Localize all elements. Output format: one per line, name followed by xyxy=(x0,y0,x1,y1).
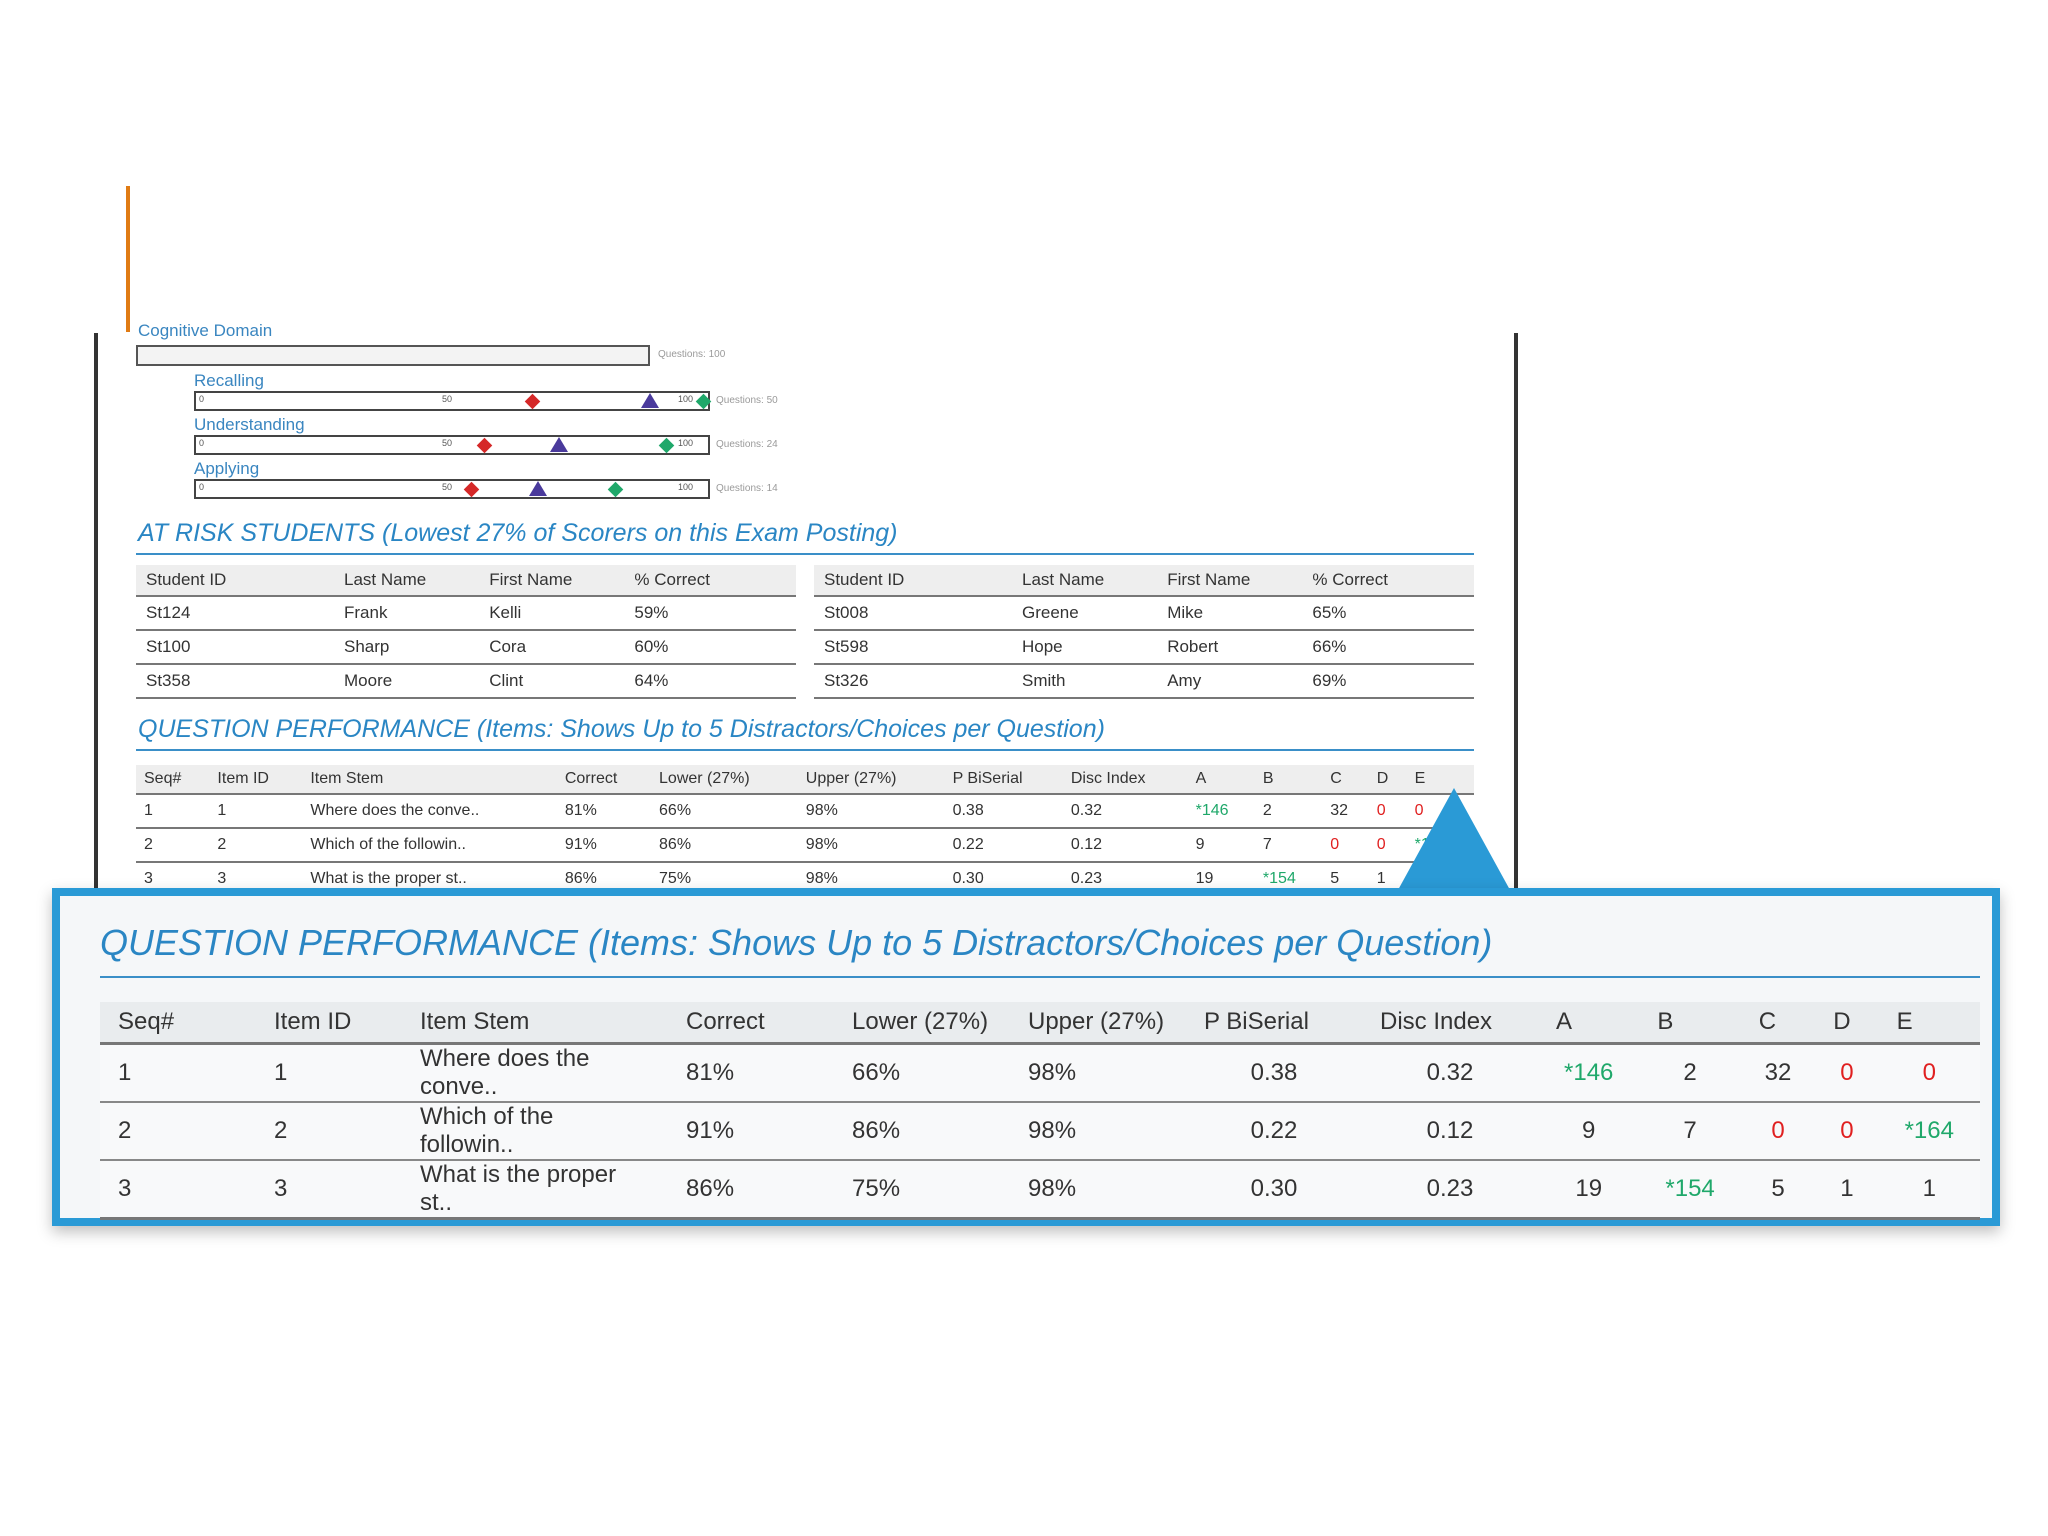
header-item-stem: Item Stem xyxy=(402,1002,668,1044)
table-row xyxy=(136,794,1474,828)
at-risk-title: AT RISK STUDENTS (Lowest 27% of Scorers on this Exam Posting) xyxy=(138,519,898,547)
percent-correct: 59% xyxy=(624,596,796,630)
table-row xyxy=(136,664,796,698)
choice-d: 0 xyxy=(1815,1044,1878,1103)
lower: 75% xyxy=(651,862,798,895)
upper: 98% xyxy=(1010,1160,1186,1219)
choice-e: *164 xyxy=(1407,828,1474,862)
choice-e: 0 xyxy=(1407,794,1474,828)
choice-e: 1 xyxy=(1407,862,1474,895)
table-row xyxy=(136,828,1474,862)
choice-c: 0 xyxy=(1741,1102,1815,1160)
upper-marker xyxy=(696,394,712,410)
table-row xyxy=(136,596,796,630)
header-d: D xyxy=(1815,1002,1878,1044)
header-b: B xyxy=(1639,1002,1740,1044)
item-stem: What is the proper st.. xyxy=(402,1160,668,1219)
header-a: A xyxy=(1538,1002,1639,1044)
header-student-id: Student ID xyxy=(136,565,334,596)
pbiserial: 0.30 xyxy=(945,862,1063,895)
seq: 2 xyxy=(100,1102,256,1160)
header-e: E xyxy=(1879,1002,1980,1044)
header-seq: Seq# xyxy=(100,1002,256,1044)
lower: 86% xyxy=(834,1102,1010,1160)
upper: 98% xyxy=(798,828,945,862)
header-lower: Lower (27%) xyxy=(834,1002,1010,1044)
level-label-recalling: Recalling xyxy=(194,371,264,390)
report-page xyxy=(94,321,1518,893)
lower: 86% xyxy=(651,828,798,862)
cognitive-domain-label: Cognitive Domain xyxy=(138,321,273,340)
mean-marker xyxy=(641,393,659,408)
tick-min: 0 xyxy=(199,438,205,448)
recalling-questions: Questions: 50 xyxy=(716,395,778,406)
header-last-name: Last Name xyxy=(1012,565,1157,596)
percent-correct: 60% xyxy=(624,630,796,664)
choice-b: *154 xyxy=(1255,862,1322,895)
choice-b: 7 xyxy=(1639,1102,1740,1160)
table-row xyxy=(100,1044,1980,1103)
tick-mid: 50 xyxy=(442,482,453,492)
choice-d: 0 xyxy=(1815,1102,1878,1160)
lower-marker xyxy=(477,438,493,454)
choice-c: 5 xyxy=(1322,862,1368,895)
tick-mid: 50 xyxy=(442,438,453,448)
seq: 1 xyxy=(136,794,209,828)
first-name: Amy xyxy=(1157,664,1302,698)
disc-index: 0.32 xyxy=(1362,1044,1538,1103)
question-performance-title-small: QUESTION PERFORMANCE (Items: Shows Up to 5 Distractors/Choices per Question) xyxy=(138,715,1105,743)
choice-d: 0 xyxy=(1369,828,1407,862)
upper: 98% xyxy=(798,862,945,895)
header-student-id: Student ID xyxy=(814,565,1012,596)
item-id: 3 xyxy=(256,1160,402,1219)
choice-a: *146 xyxy=(1188,794,1255,828)
choice-d: 0 xyxy=(1369,794,1407,828)
lower-marker xyxy=(525,394,541,410)
header-item-id: Item ID xyxy=(209,765,302,794)
seq: 1 xyxy=(100,1044,256,1103)
last-name: Hope xyxy=(1012,630,1157,664)
percent-correct: 69% xyxy=(1302,664,1474,698)
header-seq: Seq# xyxy=(136,765,209,794)
header-item-id: Item ID xyxy=(256,1002,402,1044)
first-name: Kelli xyxy=(479,596,624,630)
header-first-name: First Name xyxy=(479,565,624,596)
student-id: St326 xyxy=(814,664,1012,698)
table-row xyxy=(814,664,1474,698)
student-id: St008 xyxy=(814,596,1012,630)
item-id: 2 xyxy=(209,828,302,862)
percent-correct: 65% xyxy=(1302,596,1474,630)
choice-a: 9 xyxy=(1538,1102,1639,1160)
choice-a: *146 xyxy=(1538,1044,1639,1103)
first-name: Mike xyxy=(1157,596,1302,630)
lower: 66% xyxy=(834,1044,1010,1103)
header-disc-index: Disc Index xyxy=(1362,1002,1538,1044)
choice-e: *164 xyxy=(1879,1102,1980,1160)
item-id: 1 xyxy=(209,794,302,828)
choice-e: 1 xyxy=(1879,1160,1980,1219)
table-row xyxy=(100,1160,1980,1219)
correct: 81% xyxy=(668,1044,834,1103)
last-name: Moore xyxy=(334,664,479,698)
choice-d: 1 xyxy=(1815,1160,1878,1219)
percent-correct: 64% xyxy=(624,664,796,698)
last-name: Sharp xyxy=(334,630,479,664)
student-id: St358 xyxy=(136,664,334,698)
at-risk-rule xyxy=(136,553,1474,555)
table-row xyxy=(814,596,1474,630)
header-c: C xyxy=(1741,1002,1815,1044)
question-performance-table-small xyxy=(136,765,1474,895)
mean-marker xyxy=(550,437,568,452)
tick-min: 0 xyxy=(199,482,205,492)
header-lower: Lower (27%) xyxy=(651,765,798,794)
choice-e: 0 xyxy=(1879,1044,1980,1103)
item-stem: Which of the followin.. xyxy=(302,828,556,862)
last-name: Frank xyxy=(334,596,479,630)
header-correct: Correct xyxy=(668,1002,834,1044)
tick-mid: 50 xyxy=(442,394,453,404)
tick-max: 100 xyxy=(678,482,694,492)
tick-min: 0 xyxy=(199,394,205,404)
header-a: A xyxy=(1188,765,1255,794)
seq: 2 xyxy=(136,828,209,862)
choice-b: 2 xyxy=(1639,1044,1740,1103)
question-performance-title: QUESTION PERFORMANCE (Items: Shows Up to 5 Distractors/Choices per Question) xyxy=(100,922,1493,963)
zoom-callout xyxy=(52,888,2000,1226)
pbiserial: 0.22 xyxy=(1186,1102,1362,1160)
correct: 86% xyxy=(668,1160,834,1219)
disc-index: 0.32 xyxy=(1063,794,1188,828)
correct: 91% xyxy=(668,1102,834,1160)
choice-a: 19 xyxy=(1538,1160,1639,1219)
header-c: C xyxy=(1322,765,1368,794)
callout-pointer xyxy=(1398,788,1510,890)
header-b: B xyxy=(1255,765,1322,794)
table-row xyxy=(814,630,1474,664)
table-row xyxy=(100,1102,1980,1160)
lower: 75% xyxy=(834,1160,1010,1219)
level-label-understanding: Understanding xyxy=(194,415,305,434)
disc-index: 0.12 xyxy=(1063,828,1188,862)
header-percent-correct: % Correct xyxy=(624,565,796,596)
pbiserial: 0.30 xyxy=(1186,1160,1362,1219)
question-performance-table xyxy=(100,1002,1980,1220)
item-id: 3 xyxy=(209,862,302,895)
lower: 66% xyxy=(651,794,798,828)
choice-b: 2 xyxy=(1255,794,1322,828)
upper: 98% xyxy=(1010,1102,1186,1160)
header-correct: Correct xyxy=(557,765,651,794)
first-name: Clint xyxy=(479,664,624,698)
last-name: Smith xyxy=(1012,664,1157,698)
header-disc-index: Disc Index xyxy=(1063,765,1188,794)
level-bar-understanding xyxy=(194,435,710,455)
header-pbiserial: P BiSerial xyxy=(1186,1002,1362,1044)
upper: 98% xyxy=(1010,1044,1186,1103)
question-performance-rule xyxy=(100,976,1980,978)
correct: 81% xyxy=(557,794,651,828)
cognitive-domain-bar xyxy=(136,345,650,366)
choice-a: 9 xyxy=(1188,828,1255,862)
table-row xyxy=(136,630,796,664)
first-name: Robert xyxy=(1157,630,1302,664)
item-stem: Where does the conve.. xyxy=(302,794,556,828)
pbiserial: 0.38 xyxy=(1186,1044,1362,1103)
student-id: St124 xyxy=(136,596,334,630)
item-id: 2 xyxy=(256,1102,402,1160)
item-id: 1 xyxy=(256,1044,402,1103)
item-stem: Which of the followin.. xyxy=(402,1102,668,1160)
header-item-stem: Item Stem xyxy=(302,765,556,794)
choice-c: 32 xyxy=(1741,1044,1815,1103)
accent-bar xyxy=(126,186,130,332)
student-id: St100 xyxy=(136,630,334,664)
item-stem: What is the proper st.. xyxy=(302,862,556,895)
upper-marker xyxy=(659,438,675,454)
header-d: D xyxy=(1369,765,1407,794)
correct: 91% xyxy=(557,828,651,862)
pbiserial: 0.38 xyxy=(945,794,1063,828)
choice-c: 0 xyxy=(1322,828,1368,862)
header-percent-correct: % Correct xyxy=(1302,565,1474,596)
header-pbiserial: P BiSerial xyxy=(945,765,1063,794)
seq: 3 xyxy=(100,1160,256,1219)
header-e: E xyxy=(1407,765,1474,794)
choice-b: 7 xyxy=(1255,828,1322,862)
level-bar-applying xyxy=(194,479,710,499)
understanding-questions: Questions: 24 xyxy=(716,439,778,450)
choice-b: *154 xyxy=(1639,1160,1740,1219)
question-performance-rule-small xyxy=(136,749,1474,751)
seq: 3 xyxy=(136,862,209,895)
student-id: St598 xyxy=(814,630,1012,664)
level-label-applying: Applying xyxy=(194,459,260,478)
last-name: Greene xyxy=(1012,596,1157,630)
cognitive-questions: Questions: 100 xyxy=(658,349,726,360)
correct: 86% xyxy=(557,862,651,895)
choice-c: 32 xyxy=(1322,794,1368,828)
choice-d: 1 xyxy=(1369,862,1407,895)
tick-max: 100 xyxy=(678,394,694,404)
choice-a: 19 xyxy=(1188,862,1255,895)
disc-index: 0.23 xyxy=(1063,862,1188,895)
header-last-name: Last Name xyxy=(334,565,479,596)
header-upper: Upper (27%) xyxy=(1010,1002,1186,1044)
upper-marker xyxy=(608,482,624,498)
at-risk-table-left xyxy=(136,565,796,699)
first-name: Cora xyxy=(479,630,624,664)
header-first-name: First Name xyxy=(1157,565,1302,596)
pbiserial: 0.22 xyxy=(945,828,1063,862)
mean-marker xyxy=(529,481,547,496)
item-stem: Where does the conve.. xyxy=(402,1044,668,1103)
lower-marker xyxy=(464,482,480,498)
level-bar-recalling xyxy=(194,391,710,411)
applying-questions: Questions: 14 xyxy=(716,483,778,494)
choice-c: 5 xyxy=(1741,1160,1815,1219)
disc-index: 0.23 xyxy=(1362,1160,1538,1219)
disc-index: 0.12 xyxy=(1362,1102,1538,1160)
percent-correct: 66% xyxy=(1302,630,1474,664)
upper: 98% xyxy=(798,794,945,828)
header-upper: Upper (27%) xyxy=(798,765,945,794)
tick-max: 100 xyxy=(678,438,694,448)
at-risk-table-right xyxy=(814,565,1474,699)
